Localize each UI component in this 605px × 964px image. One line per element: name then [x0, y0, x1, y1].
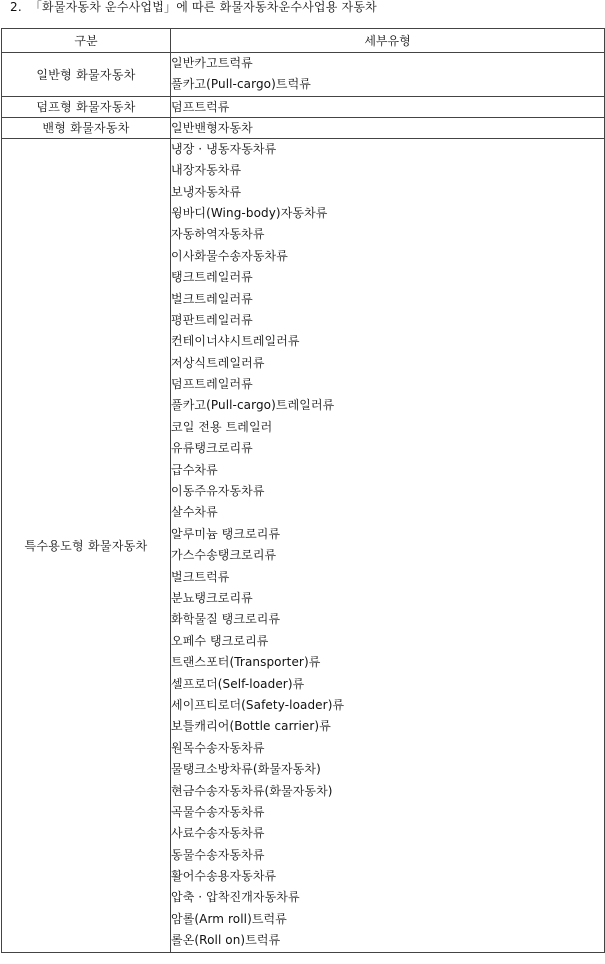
table-header-row	[2, 29, 605, 53]
header-category: 구분	[2, 29, 171, 53]
detail-type-item: 벌크트레일러류	[171, 291, 253, 306]
category-cell: 덤프형 화물자동차	[2, 96, 171, 117]
detail-type-item: 압축 · 압착진개자동차류	[171, 890, 300, 905]
header-detail-type: 세부유형	[171, 29, 605, 53]
detail-type-item: 롤온(Roll on)트럭류	[171, 933, 281, 948]
category-cell: 특수용도형 화물자동차	[2, 138, 171, 952]
detail-type-item: 풀카고(Pull-cargo)트레일러류	[171, 398, 335, 413]
detail-type-item: 윙바디(Wing-body)자동차류	[171, 205, 328, 220]
detail-type-item: 냉장 · 냉동자동차류	[171, 141, 277, 156]
detail-type-item: 암롤(Arm roll)트럭류	[171, 911, 287, 926]
detail-type-item: 풀카고(Pull-cargo)트럭류	[171, 77, 311, 92]
table-row	[2, 53, 605, 97]
section-title: 「화물자동차 운수사업법」에 따른 화물자동차운수사업용 자동차	[29, 0, 377, 14]
detail-type-item: 원목수송자동차류	[171, 740, 265, 755]
detail-type-item: 덤프트럭류	[171, 99, 230, 114]
detail-types-cell	[171, 138, 605, 952]
detail-type-item: 유류탱크로리류	[171, 441, 253, 456]
detail-type-item: 사료수송자동차류	[171, 826, 265, 841]
category-cell: 밴형 화물자동차	[2, 117, 171, 138]
category-cell: 일반형 화물자동차	[2, 53, 171, 97]
detail-type-item: 일반카고트럭류	[171, 56, 253, 70]
detail-type-item: 저상식트레일러류	[171, 355, 265, 370]
detail-type-item: 알루미늄 탱크로리류	[171, 526, 281, 541]
detail-type-item: 가스수송탱크로리류	[171, 548, 277, 563]
detail-type-item: 이동주유자동차류	[171, 484, 265, 499]
detail-type-item: 보냉자동차류	[171, 184, 242, 199]
table-body	[2, 53, 605, 953]
detail-type-item: 코일 전용 트레일러	[171, 419, 273, 434]
detail-type-item: 덤프트레일러류	[171, 377, 253, 392]
detail-type-item: 벌크트럭류	[171, 569, 230, 584]
detail-types-cell	[171, 53, 605, 97]
detail-type-item: 활어수송용자동차류	[171, 869, 277, 884]
section-heading	[10, 0, 377, 18]
detail-type-item: 평판트레일러류	[171, 312, 253, 327]
detail-type-item: 트랜스포터(Transporter)류	[171, 655, 321, 670]
table-row	[2, 96, 605, 117]
detail-type-item: 탱크트레일러류	[171, 270, 253, 285]
detail-type-item: 오페수 탱크로리류	[171, 633, 269, 648]
detail-type-item: 내장자동차류	[171, 163, 242, 178]
detail-type-item: 자동하역자동차류	[171, 227, 265, 242]
table-row	[2, 138, 605, 952]
table-row	[2, 117, 605, 138]
detail-type-item: 살수차류	[171, 505, 218, 520]
detail-type-item: 셀프로더(Self-loader)류	[171, 676, 305, 691]
detail-type-item: 컨테이너샤시트레일러류	[171, 334, 300, 349]
detail-type-item: 현금수송자동차류(화물자동차)	[171, 783, 333, 798]
detail-type-item: 화학물질 탱크로리류	[171, 612, 281, 627]
section-number: 2.	[10, 0, 22, 14]
detail-type-item: 보틀캐리어(Bottle carrier)류	[171, 719, 331, 734]
detail-type-item: 이사화물수송자동차류	[171, 248, 288, 263]
detail-types-cell	[171, 96, 605, 117]
detail-type-item: 분뇨탱크로리류	[171, 590, 253, 605]
detail-type-item: 급수차류	[171, 462, 218, 477]
detail-type-item: 동물수송자동차류	[171, 847, 265, 862]
detail-type-item: 물탱크소방차류(화물자동차)	[171, 762, 321, 777]
detail-type-item: 곡물수송자동차류	[171, 804, 265, 819]
detail-type-item: 세이프티로더(Safety-loader)류	[171, 697, 345, 712]
detail-types-cell	[171, 117, 605, 138]
detail-type-item: 일반밴형자동차	[171, 120, 253, 135]
vehicle-type-table	[1, 28, 605, 953]
